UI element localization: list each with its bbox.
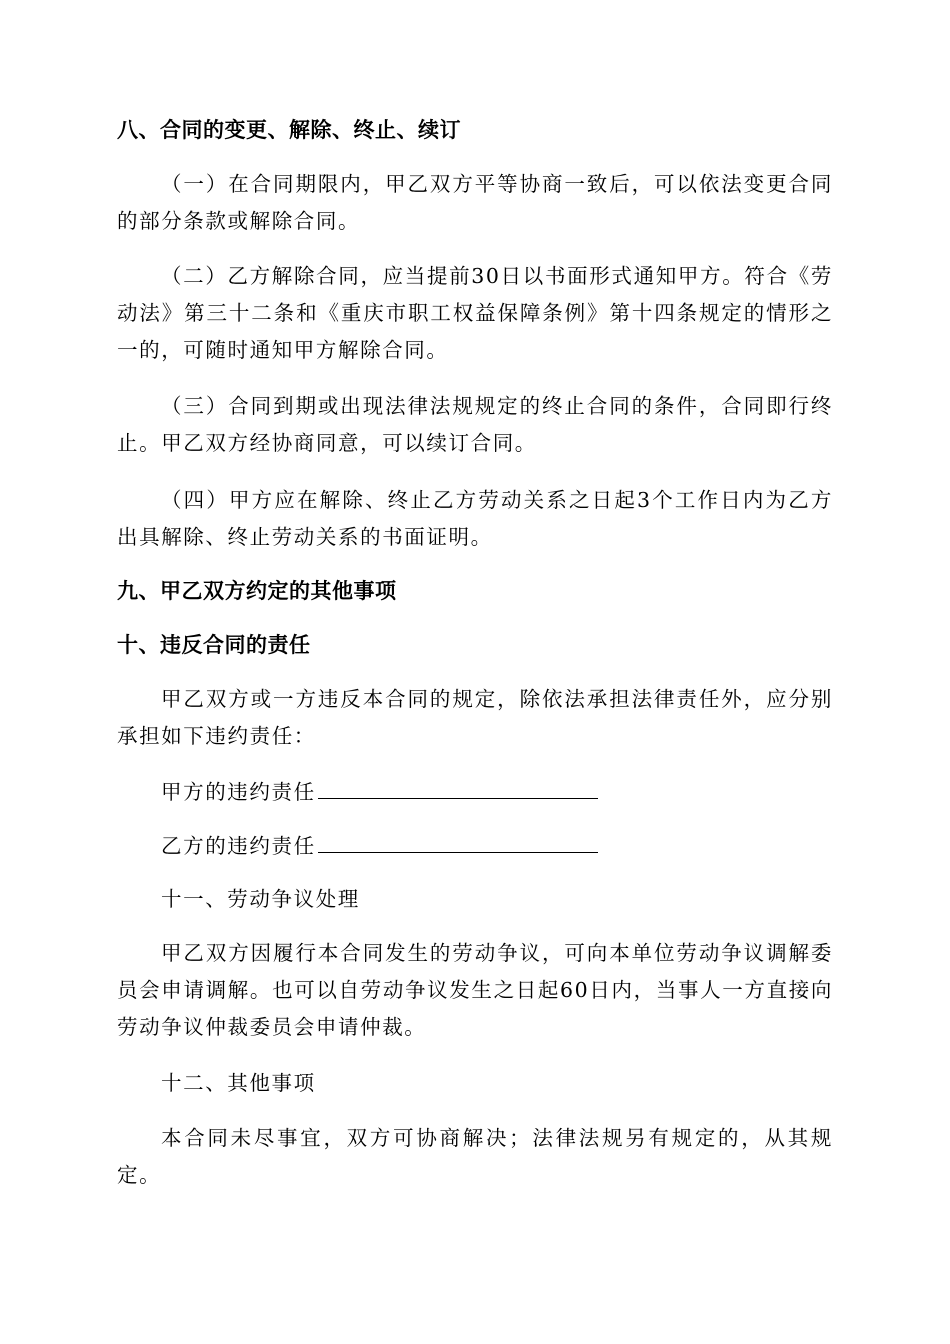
section-12-heading: 十二、其他事项 — [161, 1071, 316, 1095]
section-12-text: 本合同未尽事宜，双方可协商解决；法律法规另有规定的，从其规定。 — [117, 1126, 833, 1187]
party-b-liability-blank[interactable] — [318, 828, 598, 853]
section-8-item-2: （二）乙方解除合同，应当提前30日以书面形式通知甲方。符合《劳动法》第三十二条和《重庆市职工权益保障条例》第十四条规定的情形之一的，可随时通知甲方解除合同。 — [117, 264, 833, 362]
section-11-text: 甲乙双方因履行本合同发生的劳动争议，可向本单位劳动争议调解委员会申请调解。也可以自劳动争议发生之日起60日内，当事人一方直接向劳动争议仲裁委员会申请仲裁。 — [117, 941, 833, 1039]
section-10-intro: 甲乙双方或一方违反本合同的规定，除依法承担法律责任外，应分别承担如下违约责任： — [117, 687, 833, 748]
party-b-liability-label: 乙方的违约责任 — [161, 834, 316, 858]
section-11-heading: 十一、劳动争议处理 — [161, 887, 360, 911]
section-8-heading: 八、合同的变更、解除、终止、续订 — [117, 118, 461, 142]
party-a-liability-line — [117, 774, 877, 809]
party-a-liability-blank[interactable] — [318, 774, 598, 799]
section-8-item-3: （三）合同到期或出现法律法规规定的终止合同的条件，合同即行终止。甲乙双方经协商同意，可以续订合同。 — [117, 394, 833, 455]
section-10-heading: 十、违反合同的责任 — [117, 633, 311, 657]
section-8-item-1: （一）在合同期限内，甲乙双方平等协商一致后，可以依法变更合同的部分条款或解除合同。 — [117, 172, 833, 233]
party-a-liability-label: 甲方的违约责任 — [161, 780, 316, 804]
section-8-item-4: （四）甲方应在解除、终止乙方劳动关系之日起3个工作日内为乙方出具解除、终止劳动关系的书面证明。 — [117, 488, 833, 549]
section-9-heading: 九、甲乙双方约定的其他事项 — [117, 579, 397, 603]
party-b-liability-line — [117, 828, 877, 863]
